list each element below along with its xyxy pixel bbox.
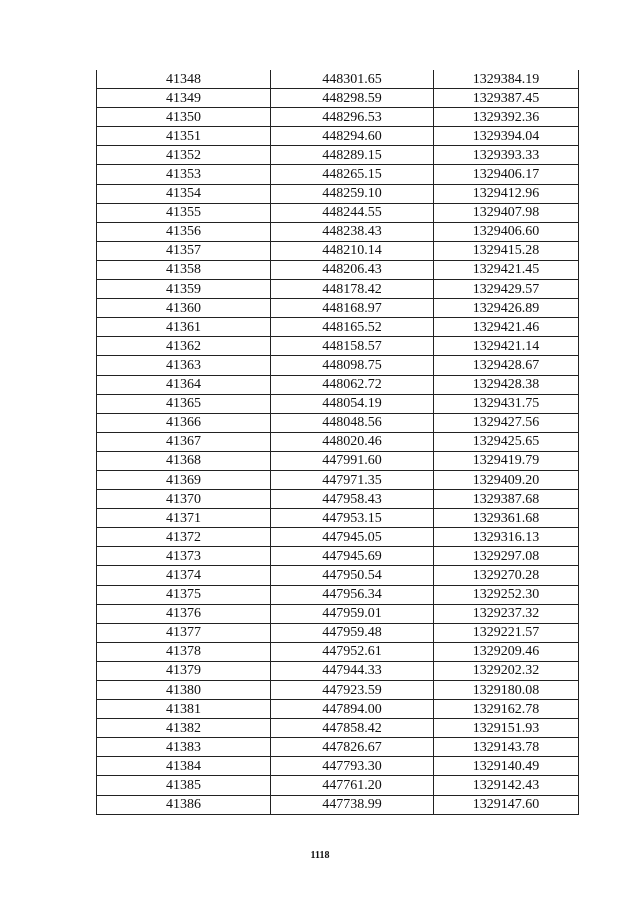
point-id-cell: 41374: [97, 566, 271, 585]
table-row: [97, 509, 579, 528]
point-id-cell: 41354: [97, 184, 271, 203]
point-id-cell: 41385: [97, 776, 271, 795]
y-coordinate-cell: 1329361.68: [434, 509, 579, 528]
table-row: [97, 661, 579, 680]
point-id-cell: 41361: [97, 318, 271, 337]
x-coordinate-cell: 448301.65: [271, 70, 434, 89]
point-id-cell: 41357: [97, 241, 271, 260]
y-coordinate-cell: 1329316.13: [434, 528, 579, 547]
x-coordinate-cell: 447894.00: [271, 700, 434, 719]
y-coordinate-cell: 1329387.68: [434, 490, 579, 509]
point-id-cell: 41383: [97, 738, 271, 757]
y-coordinate-cell: 1329140.49: [434, 757, 579, 776]
point-id-cell: 41381: [97, 700, 271, 719]
table-row: [97, 108, 579, 127]
x-coordinate-cell: 448020.46: [271, 432, 434, 451]
table-row: [97, 528, 579, 547]
point-id-cell: 41355: [97, 203, 271, 222]
table-row: [97, 299, 579, 318]
table-row: [97, 260, 579, 279]
table-row: [97, 566, 579, 585]
x-coordinate-cell: 448098.75: [271, 356, 434, 375]
table-row: [97, 719, 579, 738]
y-coordinate-cell: 1329426.89: [434, 299, 579, 318]
y-coordinate-cell: 1329428.38: [434, 375, 579, 394]
x-coordinate-cell: 447959.01: [271, 604, 434, 623]
x-coordinate-cell: 447945.05: [271, 528, 434, 547]
table-row: [97, 623, 579, 642]
table-row: [97, 547, 579, 566]
y-coordinate-cell: 1329384.19: [434, 70, 579, 89]
page-number: 1118: [310, 850, 330, 861]
point-id-cell: 41356: [97, 222, 271, 241]
x-coordinate-cell: 448259.10: [271, 184, 434, 203]
point-id-cell: 41386: [97, 795, 271, 814]
table-row: [97, 241, 579, 260]
point-id-cell: 41359: [97, 280, 271, 299]
x-coordinate-cell: 447971.35: [271, 470, 434, 489]
y-coordinate-cell: 1329270.28: [434, 566, 579, 585]
point-id-cell: 41370: [97, 490, 271, 509]
y-coordinate-cell: 1329421.14: [434, 337, 579, 356]
y-coordinate-cell: 1329221.57: [434, 623, 579, 642]
point-id-cell: 41368: [97, 451, 271, 470]
y-coordinate-cell: 1329406.60: [434, 222, 579, 241]
point-id-cell: 41379: [97, 661, 271, 680]
y-coordinate-cell: 1329143.78: [434, 738, 579, 757]
x-coordinate-cell: 447952.61: [271, 642, 434, 661]
y-coordinate-cell: 1329297.08: [434, 547, 579, 566]
x-coordinate-cell: 448298.59: [271, 89, 434, 108]
table-row: [97, 776, 579, 795]
point-id-cell: 41353: [97, 165, 271, 184]
y-coordinate-cell: 1329419.79: [434, 451, 579, 470]
x-coordinate-cell: 447826.67: [271, 738, 434, 757]
y-coordinate-cell: 1329429.57: [434, 280, 579, 299]
table-row: [97, 738, 579, 757]
y-coordinate-cell: 1329394.04: [434, 127, 579, 146]
point-id-cell: 41380: [97, 681, 271, 700]
point-id-cell: 41366: [97, 413, 271, 432]
point-id-cell: 41382: [97, 719, 271, 738]
x-coordinate-cell: 448244.55: [271, 203, 434, 222]
y-coordinate-cell: 1329142.43: [434, 776, 579, 795]
table-row: [97, 127, 579, 146]
y-coordinate-cell: 1329237.32: [434, 604, 579, 623]
point-id-cell: 41363: [97, 356, 271, 375]
x-coordinate-cell: 448158.57: [271, 337, 434, 356]
x-coordinate-cell: 448054.19: [271, 394, 434, 413]
point-id-cell: 41376: [97, 604, 271, 623]
y-coordinate-cell: 1329392.36: [434, 108, 579, 127]
point-id-cell: 41372: [97, 528, 271, 547]
table-row: [97, 89, 579, 108]
y-coordinate-cell: 1329393.33: [434, 146, 579, 165]
table-row: [97, 70, 579, 89]
table-row: [97, 318, 579, 337]
table-row: [97, 222, 579, 241]
coordinate-table: [96, 70, 579, 815]
x-coordinate-cell: 448048.56: [271, 413, 434, 432]
table-row: [97, 681, 579, 700]
table-row: [97, 203, 579, 222]
point-id-cell: 41375: [97, 585, 271, 604]
y-coordinate-cell: 1329387.45: [434, 89, 579, 108]
x-coordinate-cell: 447761.20: [271, 776, 434, 795]
table-row: [97, 585, 579, 604]
point-id-cell: 41377: [97, 623, 271, 642]
point-id-cell: 41371: [97, 509, 271, 528]
y-coordinate-cell: 1329428.67: [434, 356, 579, 375]
x-coordinate-cell: 448168.97: [271, 299, 434, 318]
table-row: [97, 337, 579, 356]
x-coordinate-cell: 448294.60: [271, 127, 434, 146]
table-row: [97, 413, 579, 432]
x-coordinate-cell: 448289.15: [271, 146, 434, 165]
table-row: [97, 280, 579, 299]
point-id-cell: 41367: [97, 432, 271, 451]
point-id-cell: 41373: [97, 547, 271, 566]
x-coordinate-cell: 448062.72: [271, 375, 434, 394]
y-coordinate-cell: 1329147.60: [434, 795, 579, 814]
table-row: [97, 184, 579, 203]
x-coordinate-cell: 447958.43: [271, 490, 434, 509]
table-row: [97, 757, 579, 776]
x-coordinate-cell: 447923.59: [271, 681, 434, 700]
y-coordinate-cell: 1329209.46: [434, 642, 579, 661]
table-row: [97, 146, 579, 165]
table-row: [97, 356, 579, 375]
x-coordinate-cell: 448238.43: [271, 222, 434, 241]
point-id-cell: 41349: [97, 89, 271, 108]
point-id-cell: 41369: [97, 470, 271, 489]
x-coordinate-cell: 448206.43: [271, 260, 434, 279]
y-coordinate-cell: 1329409.20: [434, 470, 579, 489]
x-coordinate-cell: 447956.34: [271, 585, 434, 604]
point-id-cell: 41351: [97, 127, 271, 146]
point-id-cell: 41384: [97, 757, 271, 776]
y-coordinate-cell: 1329202.32: [434, 661, 579, 680]
table-row: [97, 642, 579, 661]
y-coordinate-cell: 1329180.08: [434, 681, 579, 700]
x-coordinate-cell: 447991.60: [271, 451, 434, 470]
y-coordinate-cell: 1329427.56: [434, 413, 579, 432]
y-coordinate-cell: 1329412.96: [434, 184, 579, 203]
x-coordinate-cell: 447950.54: [271, 566, 434, 585]
table-row: [97, 795, 579, 814]
x-coordinate-cell: 447945.69: [271, 547, 434, 566]
table-row: [97, 451, 579, 470]
x-coordinate-cell: 447793.30: [271, 757, 434, 776]
point-id-cell: 41378: [97, 642, 271, 661]
x-coordinate-cell: 448165.52: [271, 318, 434, 337]
x-coordinate-cell: 448210.14: [271, 241, 434, 260]
table-row: [97, 700, 579, 719]
x-coordinate-cell: 447738.99: [271, 795, 434, 814]
y-coordinate-cell: 1329431.75: [434, 394, 579, 413]
table-row: [97, 394, 579, 413]
y-coordinate-cell: 1329415.28: [434, 241, 579, 260]
x-coordinate-cell: 447953.15: [271, 509, 434, 528]
point-id-cell: 41360: [97, 299, 271, 318]
x-coordinate-cell: 447858.42: [271, 719, 434, 738]
point-id-cell: 41365: [97, 394, 271, 413]
y-coordinate-cell: 1329162.78: [434, 700, 579, 719]
y-coordinate-cell: 1329252.30: [434, 585, 579, 604]
point-id-cell: 41350: [97, 108, 271, 127]
point-id-cell: 41364: [97, 375, 271, 394]
table-row: [97, 490, 579, 509]
x-coordinate-cell: 448296.53: [271, 108, 434, 127]
y-coordinate-cell: 1329421.45: [434, 260, 579, 279]
table-row: [97, 604, 579, 623]
coordinate-table-body: [97, 70, 579, 814]
x-coordinate-cell: 448178.42: [271, 280, 434, 299]
point-id-cell: 41362: [97, 337, 271, 356]
y-coordinate-cell: 1329406.17: [434, 165, 579, 184]
y-coordinate-cell: 1329151.93: [434, 719, 579, 738]
table-row: [97, 432, 579, 451]
y-coordinate-cell: 1329407.98: [434, 203, 579, 222]
table-row: [97, 470, 579, 489]
point-id-cell: 41352: [97, 146, 271, 165]
x-coordinate-cell: 447959.48: [271, 623, 434, 642]
x-coordinate-cell: 447944.33: [271, 661, 434, 680]
y-coordinate-cell: 1329425.65: [434, 432, 579, 451]
y-coordinate-cell: 1329421.46: [434, 318, 579, 337]
point-id-cell: 41358: [97, 260, 271, 279]
table-row: [97, 375, 579, 394]
point-id-cell: 41348: [97, 70, 271, 89]
x-coordinate-cell: 448265.15: [271, 165, 434, 184]
table-row: [97, 165, 579, 184]
